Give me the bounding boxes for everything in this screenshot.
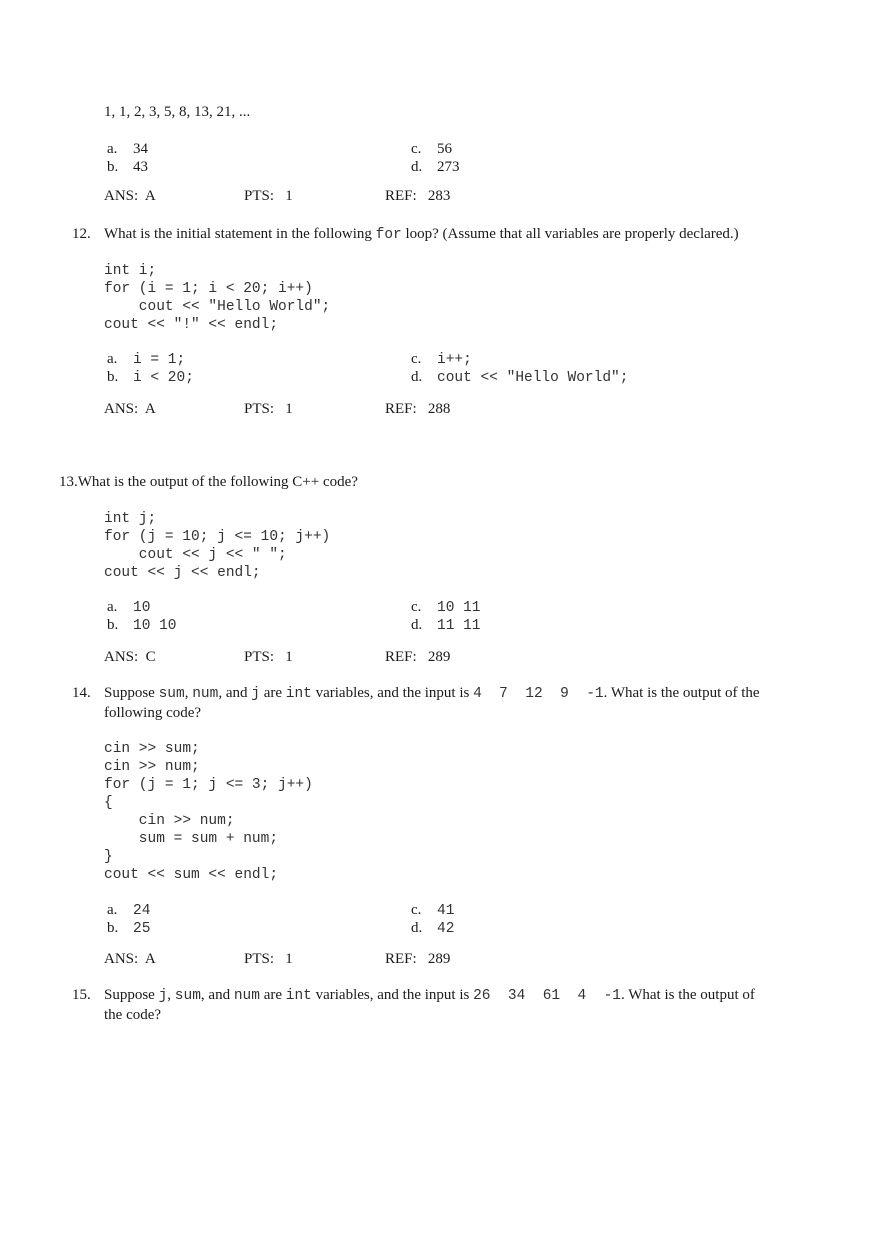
option-label: d. [411, 920, 423, 936]
option-value: 10 [133, 600, 151, 616]
option-label: c. [411, 902, 422, 918]
inline-code: 26 34 61 4 -1 [473, 988, 622, 1004]
q11-answer: ANS: A [104, 188, 156, 204]
q14-option-d[interactable] [411, 920, 454, 937]
code-line: } [104, 849, 113, 865]
q15-number: 15. [72, 987, 91, 1003]
option-value: 10 11 [437, 600, 481, 616]
code-line: int j; [104, 511, 157, 527]
q14-points: PTS: 1 [244, 951, 293, 967]
option-value: 24 [133, 903, 151, 919]
option-value: i < 20; [133, 370, 194, 386]
option-value: 11 11 [437, 618, 481, 634]
q13-option-c[interactable] [411, 599, 481, 616]
text: variables, and the input is [311, 685, 474, 701]
code-line: cin >> sum; [104, 741, 200, 757]
q11-option-b[interactable] [107, 159, 148, 176]
option-value: 56 [437, 141, 452, 157]
q12-option-c[interactable] [411, 351, 472, 368]
option-label: c. [411, 141, 422, 157]
text: are [259, 987, 286, 1003]
code-line: for (j = 10; j <= 10; j++) [104, 529, 331, 545]
inline-code: j [251, 686, 260, 702]
q13-code-block [104, 510, 330, 582]
inline-code: int [285, 686, 312, 702]
option-label: d. [411, 159, 423, 175]
q13-text: 13.What is the output of the following C++ code? [59, 474, 358, 490]
q12-option-a[interactable] [107, 351, 185, 368]
q12-text [104, 226, 739, 243]
option-value: 41 [437, 903, 455, 919]
inline-code: num [192, 686, 219, 702]
q14-code-block [104, 740, 313, 884]
text: are [259, 685, 286, 701]
code-line: cin >> num; [104, 813, 235, 829]
text: , and [218, 685, 252, 701]
option-label: d. [411, 369, 423, 385]
q13-option-a[interactable] [107, 599, 150, 616]
inline-code: j [158, 988, 168, 1004]
inline-code: num [233, 988, 260, 1004]
q13-option-d[interactable] [411, 617, 481, 634]
text: , [184, 685, 193, 701]
q12-number: 12. [72, 226, 91, 242]
inline-code: sum [158, 686, 185, 702]
code-line: cout << "!" << endl; [104, 317, 279, 333]
q14-text-line1 [104, 685, 760, 702]
q13-reference: REF: 289 [385, 649, 451, 665]
code-line: cout << sum << endl; [104, 867, 279, 883]
q14-option-c[interactable] [411, 902, 454, 919]
text: What is the initial statement in the following [104, 226, 376, 242]
code-line: { [104, 795, 113, 811]
option-label: a. [107, 141, 118, 157]
option-value: 273 [437, 159, 460, 175]
q13-points: PTS: 1 [244, 649, 293, 665]
inline-code: sum [174, 988, 201, 1004]
q14-option-a[interactable] [107, 902, 150, 919]
option-value: i = 1; [133, 352, 186, 368]
q11-option-a[interactable] [107, 141, 148, 158]
q12-option-d[interactable] [411, 369, 628, 386]
q12-reference: REF: 288 [385, 401, 451, 417]
q14-answer: ANS: A [104, 951, 156, 967]
option-value: 10 10 [133, 618, 177, 634]
text: . What is the output of the [603, 685, 760, 701]
option-value: cout << "Hello World"; [437, 370, 629, 386]
q13-option-b[interactable] [107, 617, 177, 634]
option-value: i++; [437, 352, 472, 368]
option-label: b. [107, 159, 119, 175]
text: variables, and the input is [311, 987, 474, 1003]
q11-sequence: 1, 1, 2, 3, 5, 8, 13, 21, ... [104, 104, 251, 120]
q13-answer: ANS: C [104, 649, 156, 665]
option-label: b. [107, 369, 119, 385]
q11-reference: REF: 283 [385, 188, 451, 204]
option-label: b. [107, 617, 119, 633]
q15-text-line2: the code? [104, 1007, 162, 1023]
code-line: cout << j << " "; [104, 547, 287, 563]
q12-code-block [104, 262, 330, 334]
q14-reference: REF: 289 [385, 951, 451, 967]
q12-points: PTS: 1 [244, 401, 293, 417]
q14-number: 14. [72, 685, 91, 701]
q14-option-b[interactable] [107, 920, 150, 937]
q11-points: PTS: 1 [244, 188, 293, 204]
option-label: c. [411, 599, 422, 615]
q15-text-line1 [104, 987, 755, 1004]
code-line: for (i = 1; i < 20; i++) [104, 281, 313, 297]
q12-option-b[interactable] [107, 369, 194, 386]
text: loop? (Assume that all variables are properly declared.) [401, 226, 739, 242]
inline-code: 4 7 12 9 -1 [473, 686, 604, 702]
text: . What is the output of [621, 987, 755, 1003]
text: , and [200, 987, 234, 1003]
code-line: cout << j << endl; [104, 565, 261, 581]
q12-answer: ANS: A [104, 401, 156, 417]
option-value: 42 [437, 921, 455, 937]
option-label: c. [411, 351, 422, 367]
option-value: 25 [133, 921, 151, 937]
text: Suppose [104, 685, 159, 701]
q11-option-c[interactable] [411, 141, 452, 158]
option-label: a. [107, 351, 118, 367]
text: Suppose [104, 987, 159, 1003]
option-label: a. [107, 599, 118, 615]
text: , [167, 987, 175, 1003]
inline-code: int [285, 988, 312, 1004]
option-label: b. [107, 920, 119, 936]
code-line: int i; [104, 263, 157, 279]
code-line: sum = sum + num; [104, 831, 279, 847]
code-line: for (j = 1; j <= 3; j++) [104, 777, 313, 793]
option-label: a. [107, 902, 118, 918]
option-value: 34 [133, 141, 148, 157]
inline-code: for [375, 227, 402, 243]
option-value: 43 [133, 159, 148, 175]
option-label: d. [411, 617, 423, 633]
q11-option-d[interactable] [411, 159, 460, 176]
code-line: cin >> num; [104, 759, 200, 775]
q14-text-line2: following code? [104, 705, 202, 721]
code-line: cout << "Hello World"; [104, 299, 331, 315]
